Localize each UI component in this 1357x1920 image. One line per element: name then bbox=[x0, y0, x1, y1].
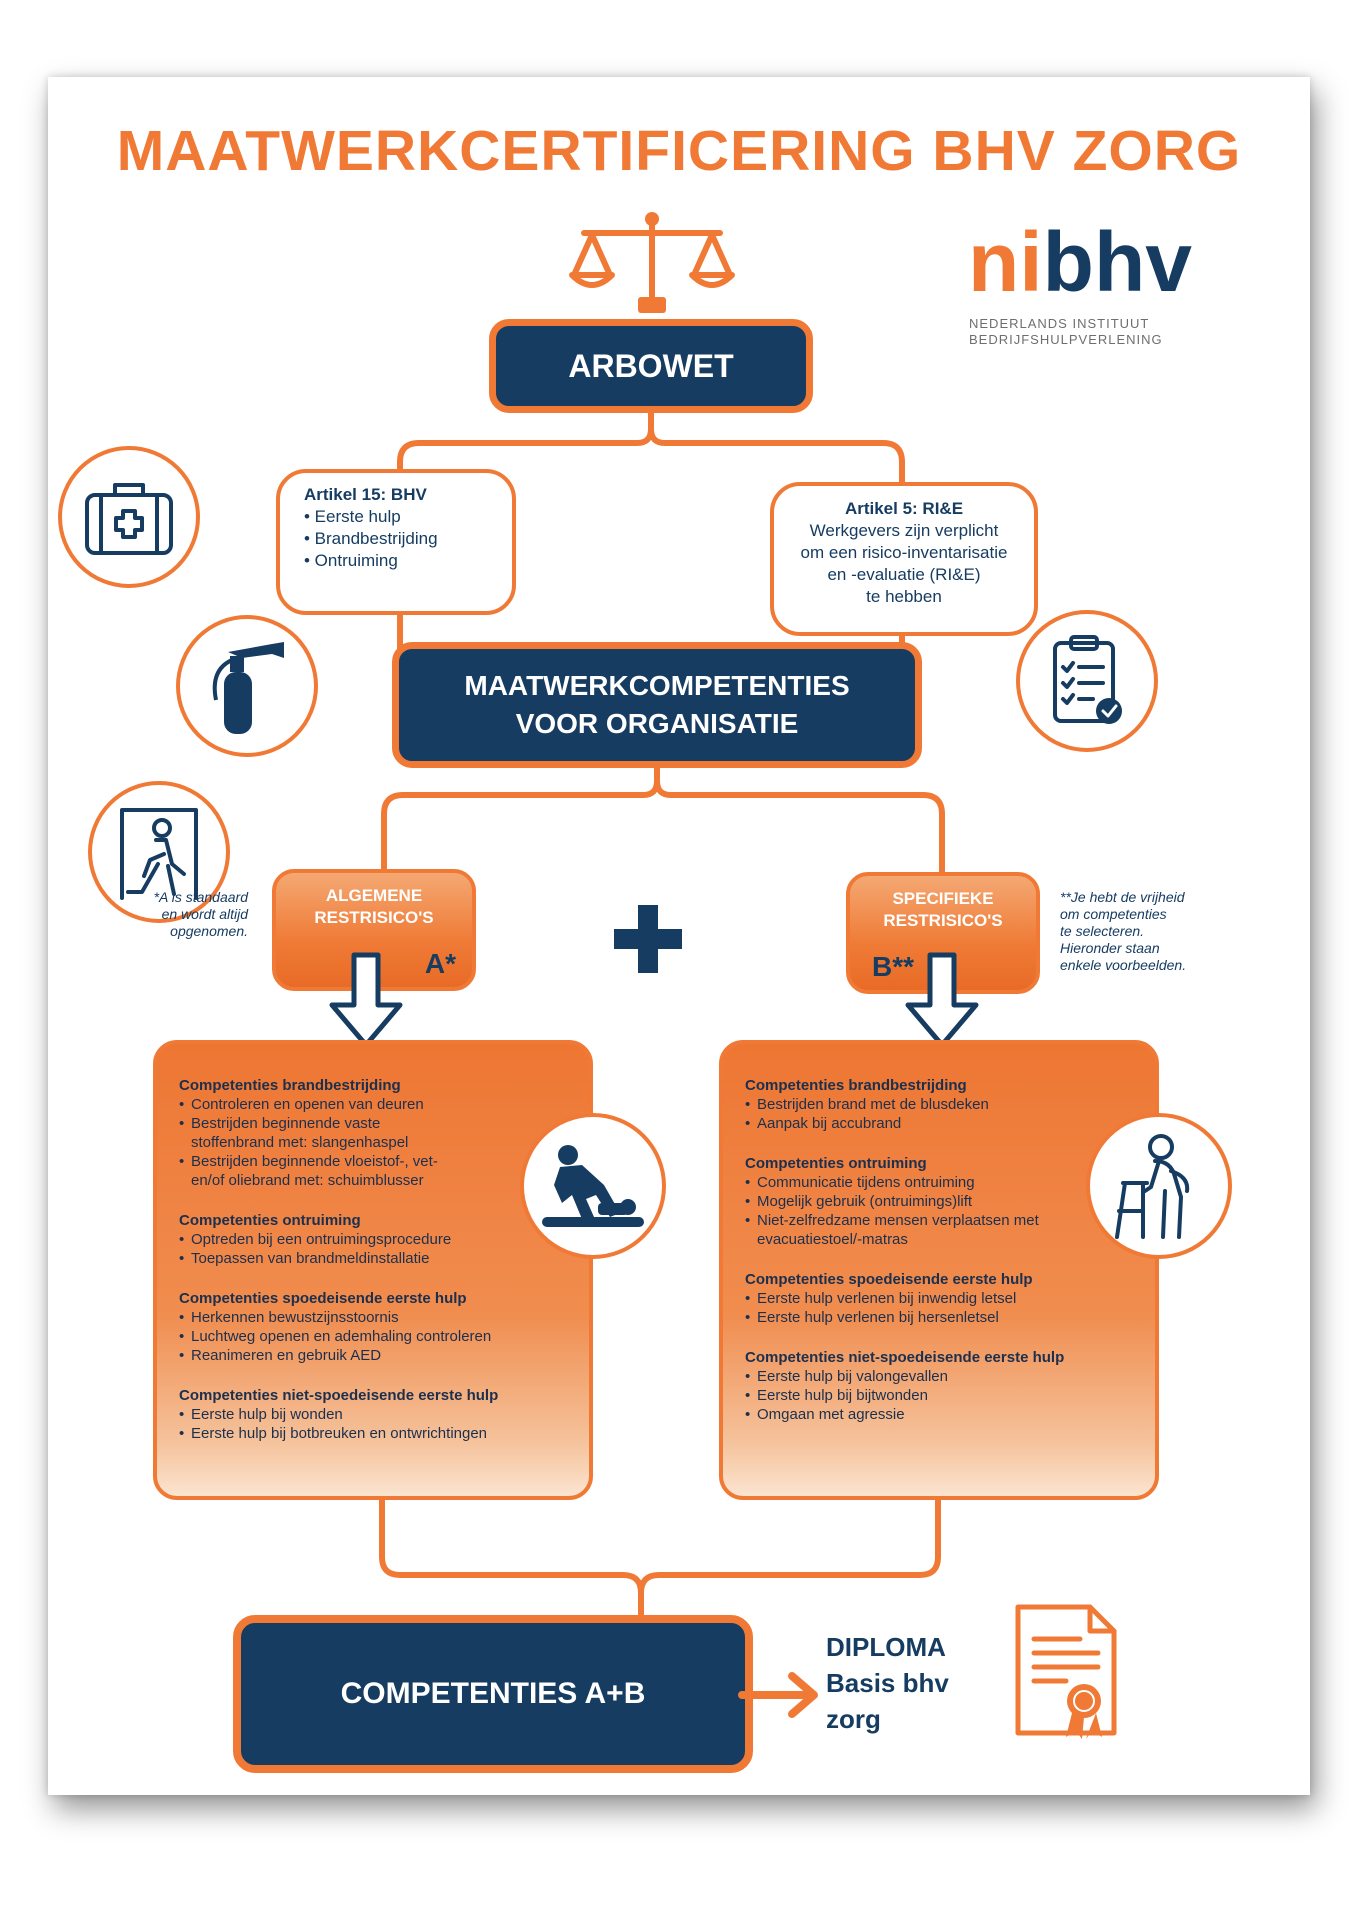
certificate-icon bbox=[1010, 1601, 1126, 1741]
panel-b-heading: Competenties spoedeisende eerste hulp bbox=[745, 1271, 1033, 1288]
diploma-label: DIPLOMA Basis bhv zorg bbox=[826, 1632, 949, 1734]
arbowet-box: ARBOWET bbox=[489, 319, 813, 413]
maatwerkcompetenties-box bbox=[392, 642, 922, 768]
list-item: • Omgaan met agressie bbox=[745, 1405, 1145, 1424]
panel-a-heading: Competenties spoedeisende eerste hulp bbox=[179, 1290, 467, 1307]
list-item: • Niet-zelfredzame mensen verplaatsen met evacuatiestoel/-matras bbox=[745, 1211, 1077, 1249]
clipboard-checklist-icon bbox=[1047, 633, 1127, 729]
poster bbox=[48, 77, 1310, 1795]
list-item: • Luchtweg openen en ademhaling controleren bbox=[179, 1327, 579, 1346]
arrow-right-icon bbox=[738, 1670, 822, 1720]
artikel-5-line: om een risico-inventarisatie bbox=[800, 543, 1008, 562]
artikel-15-item: • Brandbestrijding bbox=[304, 529, 438, 548]
cpr-circle bbox=[520, 1113, 666, 1259]
list-item: • Reanimeren en gebruik AED bbox=[179, 1346, 579, 1365]
artikel-15-card bbox=[276, 469, 516, 615]
list-item: • Toepassen van brandmeldinstallatie bbox=[179, 1249, 579, 1268]
panel-b-heading: Competenties ontruiming bbox=[745, 1155, 927, 1172]
restrisico-a-box: ALGEMENE RESTRISICO'S A* bbox=[272, 869, 476, 991]
panel-b-heading: Competenties brandbestrijding bbox=[745, 1077, 967, 1094]
competenties-a-panel bbox=[153, 1040, 593, 1500]
restrisico-a-letter: A* bbox=[424, 948, 456, 979]
nibhv-logo: nibhv bbox=[968, 215, 1192, 309]
maatwerk-line-2: VOOR ORGANISATIE bbox=[515, 708, 799, 739]
fire-extinguisher-icon bbox=[202, 636, 292, 736]
list-item: • Communicatie tijdens ontruiming bbox=[745, 1173, 1145, 1192]
note-a: *A is standaard en wordt altijd opgenomen. bbox=[153, 889, 248, 939]
list-item: • Bestrijden brand met de blusdeken bbox=[745, 1095, 1145, 1114]
logo-subtitle: NEDERLANDS INSTITUUT BEDRIJFSHULPVERLENING bbox=[969, 316, 1163, 347]
extinguisher-circle bbox=[176, 615, 318, 757]
artikel-15-item: • Ontruiming bbox=[304, 551, 398, 570]
artikel-5-line: Werkgevers zijn verplicht bbox=[809, 521, 999, 540]
artikel-5-heading: Artikel 5: RI&E bbox=[844, 499, 964, 518]
panel-a-heading: Competenties ontruiming bbox=[179, 1212, 361, 1229]
evacuation-icon bbox=[114, 802, 204, 902]
list-item: • Bestrijden beginnende vaste stoffenbrand met: slangenhaspel bbox=[179, 1114, 441, 1152]
cpr-icon bbox=[538, 1141, 648, 1231]
list-item: • Bestrijden beginnende vloeistof-, vet- en/of oliebrand met: schuimblusser bbox=[179, 1152, 441, 1190]
competenties-ab-box: COMPETENTIES A+B bbox=[233, 1615, 753, 1773]
panel-a-heading: Competenties niet-spoedeisende eerste hulp bbox=[179, 1387, 499, 1404]
elderly-circle bbox=[1086, 1113, 1232, 1259]
list-item: • Optreden bij een ontruimingsprocedure bbox=[179, 1230, 579, 1249]
list-item: • Aanpak bij accubrand bbox=[745, 1114, 1145, 1133]
list-item: • Eerste hulp verlenen bij hersenletsel bbox=[745, 1308, 1145, 1327]
list-item: • Eerste hulp bij botbreuken en ontwrichtingen bbox=[179, 1424, 579, 1443]
artikel-15-item: • Eerste hulp bbox=[304, 507, 401, 526]
restrisico-b-letter: B** bbox=[872, 951, 915, 982]
list-item: • Eerste hulp verlenen bij inwendig letsel bbox=[745, 1289, 1145, 1308]
competenties-b-panel bbox=[719, 1040, 1159, 1500]
artikel-15-heading: Artikel 15: BHV bbox=[304, 485, 427, 504]
scale-icon bbox=[568, 209, 736, 321]
first-aid-kit-icon bbox=[81, 477, 177, 557]
note-b: **Je hebt de vrijheid om competenties te selecteren. Hieronder staan enkele voorbeelden. bbox=[1060, 889, 1187, 973]
page-title: MAATWERKCERTIFICERING BHV ZORG bbox=[116, 119, 1242, 183]
arrow-down-icon bbox=[326, 951, 406, 1051]
first-aid-circle bbox=[58, 446, 200, 588]
restrisico-b-box: SPECIFIEKE RESTRISICO'S B** bbox=[846, 872, 1040, 994]
artikel-5-line: te hebben bbox=[866, 587, 942, 606]
list-item: • Mogelijk gebruik (ontruimings)lift bbox=[745, 1192, 1145, 1211]
elderly-walker-icon bbox=[1109, 1131, 1209, 1241]
list-item: • Eerste hulp bij wonden bbox=[179, 1405, 579, 1424]
list-item: • Controleren en openen van deuren bbox=[179, 1095, 579, 1114]
plus-icon bbox=[614, 905, 682, 973]
artikel-5-line: en -evaluatie (RI&E) bbox=[827, 565, 981, 584]
list-item: • Eerste hulp bij valongevallen bbox=[745, 1367, 1145, 1386]
clipboard-circle bbox=[1016, 610, 1158, 752]
panel-a-heading: Competenties brandbestrijding bbox=[179, 1077, 401, 1094]
artikel-5-card bbox=[770, 482, 1038, 636]
panel-b-heading: Competenties niet-spoedeisende eerste hulp bbox=[745, 1349, 1065, 1366]
maatwerk-line-1: MAATWERKCOMPETENTIES bbox=[464, 670, 850, 701]
list-item: • Eerste hulp bij bijtwonden bbox=[745, 1386, 1145, 1405]
arrow-down-icon bbox=[902, 951, 982, 1051]
list-item: • Herkennen bewustzijnsstoornis bbox=[179, 1308, 579, 1327]
